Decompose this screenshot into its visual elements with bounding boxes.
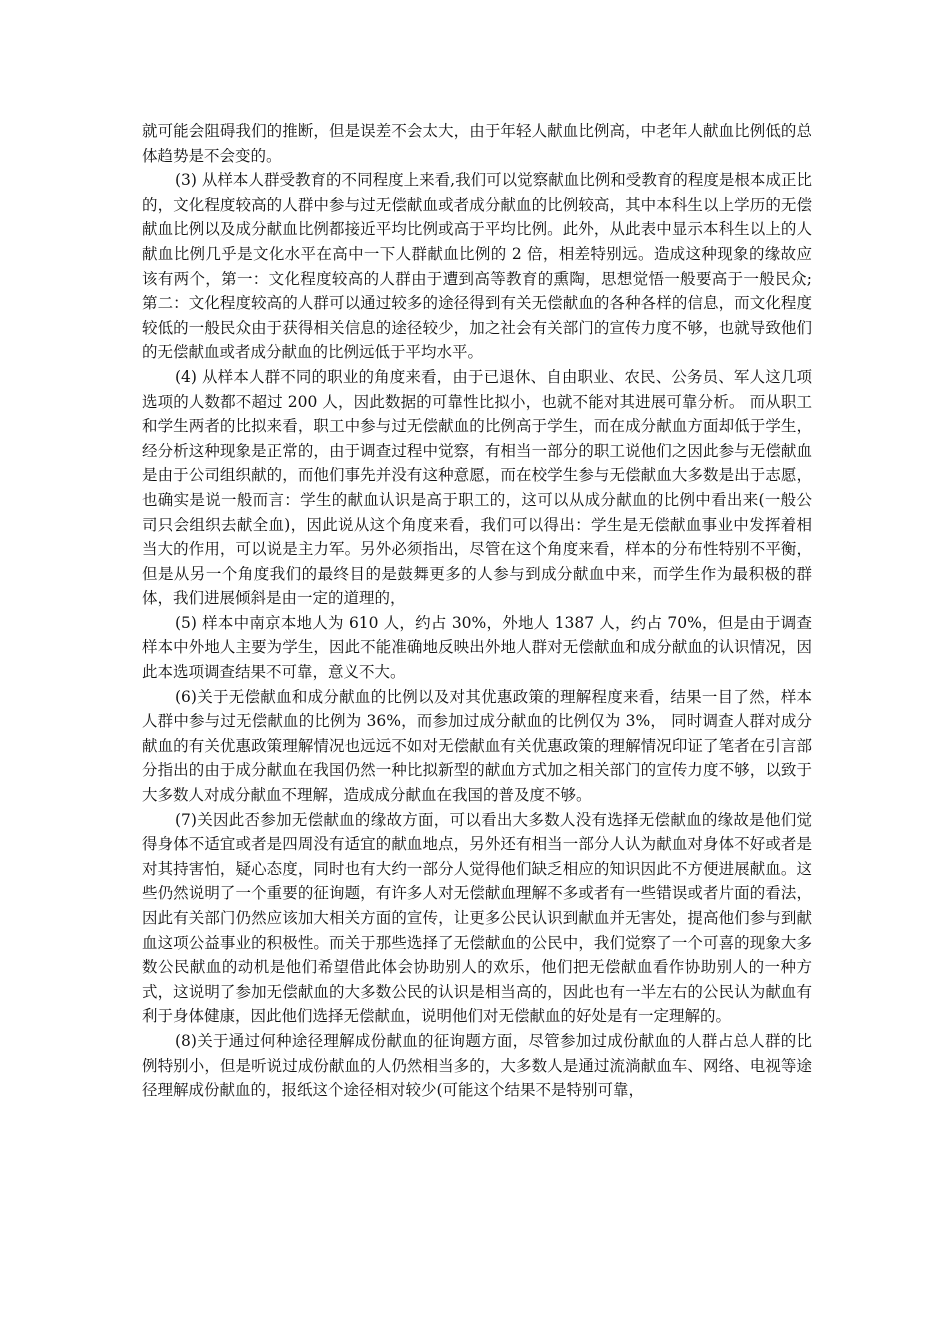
paragraph-continuation: 就可能会阻碍我们的推断，但是误差不会太大，由于年轻人献血比例高，中老年人献血比例低的总体趋势是不会变的。 bbox=[142, 122, 812, 165]
paragraph-origin: (5) 样本中南京本地人为 610 人，约占 30%，外地人 1387 人，约占 70%，但是由于调查样本中外地人主要为学生，因此不能准确地反映出外地人群对无偿献血和成分献血的认识情况，因此本选项调查结果不可靠，意义不大。 bbox=[142, 613, 812, 682]
paragraph-occupation: (4) 从样本人群不同的职业的角度来看，由于已退休、自由职业、农民、公务员、军人这几项选项的人数都不超过 200 人，因此数据的可靠性比拟小，也就不能对其进展可靠分析。 而从职工和学生两者的比拟来看，职工中参与过无偿献血的比例高于学生，而在成分献血方面却低于学生，经分析这种现象是正常的，由于调查过程中觉察，有相当一部分的职工说他们之因此参与无偿献血是由于公司组织献的，而他们事先并没有这种意愿，而在校学生参与无偿献血大多数是出于志愿，也确实是说一般而言：学生的献血认识是高于职工的，这可以从成分献血的比例中看出来(一般公司只会组织去献全血)，因此说从这个角度来看，我们可以得出：学生是无偿献血事业中发挥着相当大的作用，可以说是主力军。另外必须指出，尽管在这个角度来看，样本的分布性特别不平衡，但是从另一个角度我们的最终目的是鼓舞更多的人参与到成分献血中来，而学生作为最积极的群体，我们进展倾斜是由一定的道理的， bbox=[142, 367, 812, 608]
paragraph-channels: (8)关于通过何种途径理解成份献血的征询题方面，尽管参加过成份献血的人群占总人群的比例特别小，但是听说过成份献血的人仍然相当多的，大多数人是通过流淌献血车、网络、电视等途径理解成份献血的，报纸这个途径相对较少(可能这个结果不是特别可靠， bbox=[142, 1031, 812, 1100]
document-page bbox=[142, 119, 812, 1103]
paragraph-education: (3) 从样本人群受教育的不同程度上来看,我们可以觉察献血比例和受教育的程度是根本成正比的，文化程度较高的人群中参与过无偿献血或者成分献血的比例较高，其中本科生以上学历的无偿献血比例以及成分献血比例都接近平均比例或高于平均比例。此外，从此表中显示本科生以上的人献血比例几乎是文化水平在高中一下人群献血比例的 2 倍，相差特别远。造成这种现象的缘故应该有两个，第一：文化程度较高的人群由于遭到高等教育的熏陶，思想觉悟一般要高于一般民众;第二：文化程度较高的人群可以通过较多的途径得到有关无偿献血的各种各样的信息，而文化程度较低的一般民众由于获得相关信息的途径较少，加之社会有关部门的宣传力度不够，也就导致他们的无偿献血或者成分献血的比例远低于平均水平。 bbox=[142, 171, 812, 362]
paragraph-reasons: (7)关因此否参加无偿献血的缘故方面，可以看出大多数人没有选择无偿献血的缘故是他们觉得身体不适宜或者是四周没有适宜的献血地点，另外还有相当一部分人认为献血对身体不好或者是对其持害怕，疑心态度，同时也有大约一部分人觉得他们缺乏相应的知识因此不方便进展献血。这些仍然说明了一个重要的征询题，有许多人对无偿献血理解不多或者有一些错误或者片面的看法，因此有关部门仍然应该加大相关方面的宣传，让更多公民认识到献血并无害处，提高他们参与到献血这项公益事业的积极性。而关于那些选择了无偿献血的公民中，我们觉察了一个可喜的现象大多数公民献血的动机是他们希望借此体会协助别人的欢乐，他们把无偿献血看作协助别人的一种方式，这说明了参加无偿献血的大多数公民的认识是相当高的，因此也有一半左右的公民认为献血有利于身体健康，因此他们选择无偿献血，说明他们对无偿献血的好处是有一定理解的。 bbox=[142, 810, 812, 1026]
paragraph-donation-ratio: (6)关于无偿献血和成分献血的比例以及对其优惠政策的理解程度来看，结果一目了然，样本人群中参与过无偿献血的比例为 36%，而参加过成分献血的比例仅为 3%， 同时调查人群对成分献血的有关优惠政策理解情况也远远不如对无偿献血有关优惠政策的理解情况印证了笔者在引言部分指出的由于成分献血在我国仍然一种比拟新型的献血方式加之相关部门的宣传力度不够，以致于大多数人对成分献血不理解，造成成分献血在我国的普及度不够。 bbox=[142, 687, 812, 805]
